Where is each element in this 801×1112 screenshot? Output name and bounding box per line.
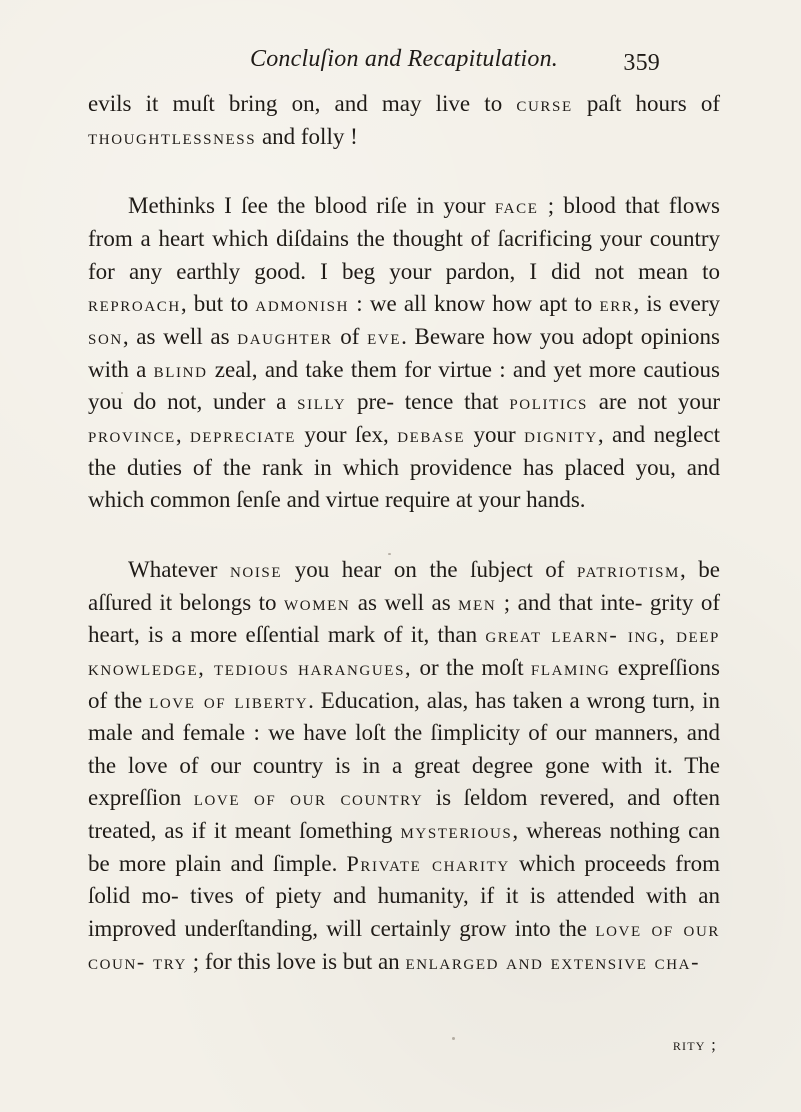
p3-text-8: . Education, alas, has taken a wrong turn, in male and female : we have loſt the ſimplicity of our manners, and the love of our country is in a great degree gone with it. The expreſſion bbox=[88, 687, 720, 811]
p3-smallcaps-love-of-our-country-2: love of our coun- try bbox=[88, 916, 720, 974]
p2-smallcaps-admonish: admonish bbox=[255, 291, 350, 317]
p2-smallcaps-debase: debase bbox=[397, 421, 466, 447]
p3-smallcaps-men: men bbox=[458, 589, 497, 615]
p2-text-8: . Beware how you adopt opinions with a bbox=[88, 323, 720, 382]
p2-text-7: of bbox=[332, 323, 368, 349]
p2-text-12: , bbox=[175, 421, 190, 447]
paper-speck-1 bbox=[121, 392, 123, 394]
p2-smallcaps-daughter: daughter bbox=[237, 323, 333, 349]
p3-text-4: as well as bbox=[350, 589, 459, 615]
p2-smallcaps-province: province bbox=[88, 421, 176, 447]
p2-text-15: , and neglect the duties of the rank in which providence has placed you, and which common ſenſe and virtue require at your hands. bbox=[88, 421, 720, 513]
p3-smallcaps-mysterious: mysterious bbox=[400, 818, 513, 844]
p2-text-6: , as well as bbox=[122, 323, 238, 349]
p2-text-1: Methinks I ſee the blood riſe in your bbox=[128, 193, 495, 219]
p2-text-2: ; blood that flows from a heart which diſdains the thought of ſacrificing your country for any earthly good. I beg your pardon, I did not mean to bbox=[88, 193, 720, 284]
p3-text-1: Whatever bbox=[128, 556, 230, 582]
p3-smallcaps-private-charity: Private charity bbox=[346, 850, 510, 876]
p1-text-3: and folly ! bbox=[256, 123, 358, 149]
p2-smallcaps-blind: blind bbox=[153, 356, 208, 382]
p3-text-11: which proceeds from ſolid mo- tives of piety and humanity, if it is attended with an improved underſtanding, will certainly grow into the bbox=[88, 850, 720, 942]
p2-smallcaps-eve: eve bbox=[367, 323, 402, 349]
p2-smallcaps-depreciate: depreciate bbox=[189, 421, 296, 447]
p3-smallcaps-patriotism: patriotism bbox=[577, 556, 680, 582]
p2-text-5: , is every bbox=[633, 291, 720, 317]
p3-text-7: expreſſions of the bbox=[88, 654, 721, 713]
p3-text-2: you hear on the ſubject of bbox=[282, 556, 577, 582]
p3-text-9: is ſeldom revered, and often treated, as if it meant ſomething bbox=[88, 785, 721, 844]
p3-text-6: or the moſt bbox=[412, 654, 531, 680]
paper-speck-3 bbox=[473, 607, 475, 609]
p2-text-10: pre- tence that bbox=[346, 389, 510, 415]
p2-text-13: your ſex, bbox=[295, 421, 398, 447]
p2-text-4: : we all know how apt to bbox=[349, 291, 600, 317]
p3-text-3: , be aſſured it belongs to bbox=[88, 556, 720, 615]
paragraph-2 bbox=[88, 190, 720, 517]
page-number: 359 bbox=[623, 50, 660, 76]
p1-smallcaps-curse: curse bbox=[516, 91, 573, 116]
p2-smallcaps-dignity: dignity bbox=[524, 421, 598, 447]
p2-text-14: your bbox=[465, 421, 525, 447]
p1-smallcaps-thoughtlessness: thoughtlessness bbox=[88, 123, 257, 149]
p3-smallcaps-noise: noise bbox=[229, 556, 283, 582]
paper-speck-4 bbox=[452, 1037, 455, 1040]
p3-text-10: , whereas nothing can be more plain and ſimple. bbox=[88, 818, 720, 876]
p3-smallcaps-great-learning: great learn- ing, deep knowledge, tedious harangues, bbox=[88, 622, 720, 680]
chapter-title: Concluſion and Recapitulation. bbox=[250, 46, 558, 72]
p3-smallcaps-flaming: flaming bbox=[530, 654, 611, 680]
paragraph-1 bbox=[88, 88, 720, 153]
p2-text-11: are not your bbox=[588, 389, 720, 415]
p2-text-3: , but to bbox=[180, 291, 256, 317]
paragraph-gap-2 bbox=[88, 517, 720, 554]
p2-smallcaps-face: face bbox=[494, 193, 539, 219]
page-text bbox=[88, 88, 720, 978]
running-header bbox=[250, 46, 660, 86]
paper-speck-2 bbox=[388, 553, 391, 555]
p3-text-5: ; and that inte- grity of heart, is a more eſſential mark of it, than bbox=[88, 589, 720, 648]
p3-smallcaps-love-of-our-country: love of our country bbox=[193, 785, 424, 811]
p3-smallcaps-love-of-liberty: love of liberty bbox=[149, 687, 309, 713]
p2-text-9: zeal, and take them for virtue : and yet more cautious you do not, under a bbox=[88, 356, 720, 415]
p2-smallcaps-err: err bbox=[599, 291, 634, 317]
p3-smallcaps-enlarged-extensive: enlarged and extensive cha- bbox=[405, 948, 701, 974]
p3-smallcaps-women: women bbox=[284, 589, 351, 615]
p3-text-12: ; for this love is but an bbox=[186, 948, 406, 974]
p2-smallcaps-reproach: reproach bbox=[88, 291, 181, 317]
catchword: rity ; bbox=[672, 1035, 717, 1054]
paragraph-3 bbox=[88, 554, 720, 979]
p1-text-1: evils it muſt bring on, and may live to bbox=[88, 91, 517, 116]
p2-smallcaps-silly: silly bbox=[297, 389, 347, 415]
paragraph-gap-1 bbox=[88, 153, 720, 190]
p2-smallcaps-son: son bbox=[88, 323, 123, 349]
p2-smallcaps-politics: politics bbox=[509, 389, 588, 415]
p1-text-2: paſt hours of bbox=[572, 91, 720, 116]
